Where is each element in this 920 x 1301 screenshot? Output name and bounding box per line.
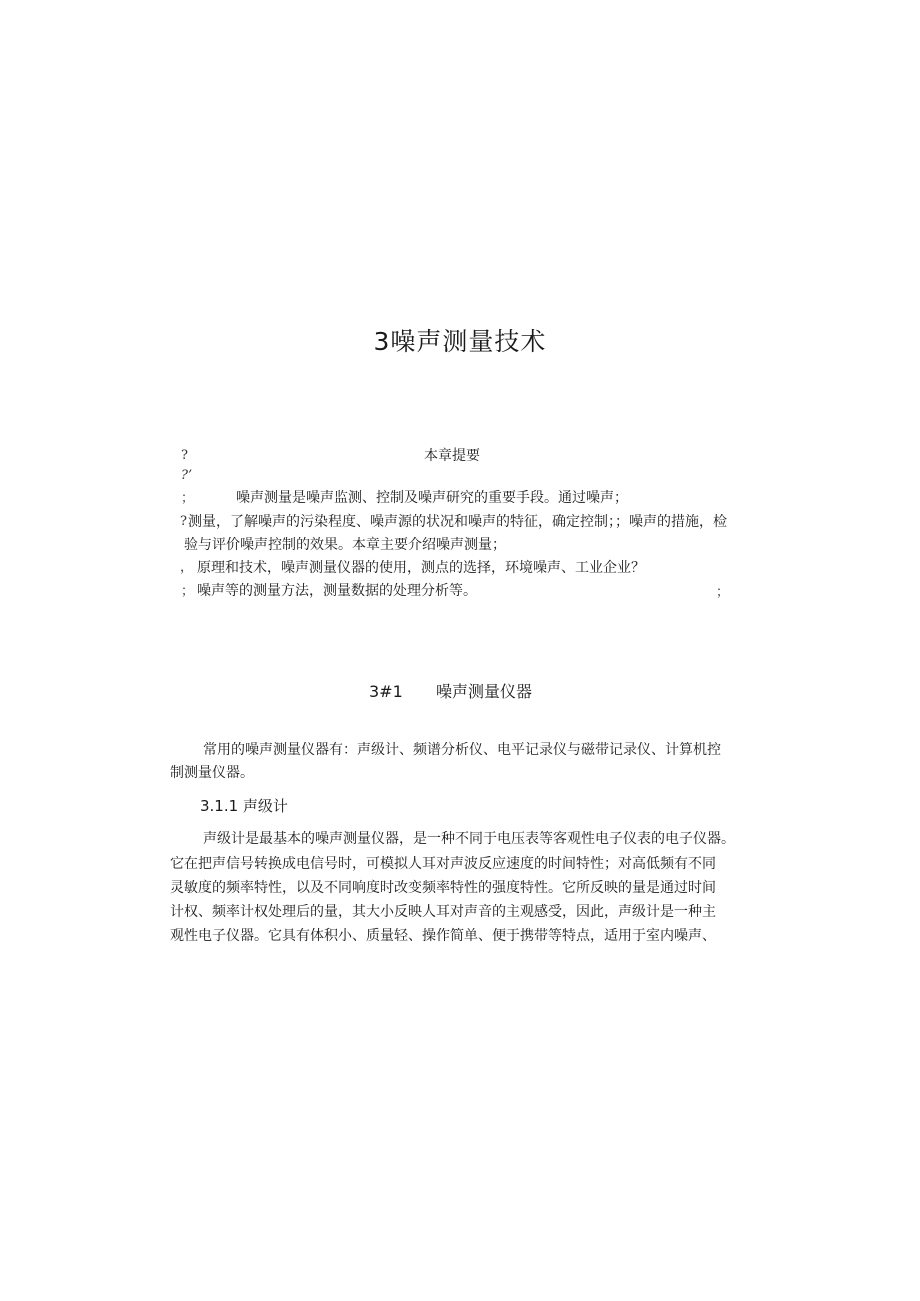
summary-line: 噪声等的测量方法，测量数据的处理分析等。 [197, 583, 477, 599]
paragraph-line: 制测量仪器。 [170, 765, 254, 781]
summary-line: 验与评价噪声控制的效果。本章主要介绍噪声测量； [184, 537, 506, 553]
chapter-title: 3噪声测量技术 [373, 327, 547, 356]
summary-line: 原理和技术，噪声测量仪器的使用，测点的选择，环境噪声、工业企业？ [197, 560, 645, 576]
paragraph-line: 它在把声信号转换成电信号时，可模拟人耳对声波反应速度的时间特性；对高低频有不同 [170, 856, 716, 872]
summary-heading: 本章提要 [424, 448, 480, 464]
summary-mark: ， [180, 560, 194, 575]
summary-mark: ? [181, 448, 188, 463]
section-number: 3#1 [369, 682, 403, 701]
paragraph-line: 灵敏度的频率特性，以及不同响度时改变频率特性的强度特性。它所反映的量是通过时间 [170, 880, 716, 896]
summary-mark: ； [716, 585, 730, 600]
summary-mark: ?’ [181, 468, 193, 483]
paragraph-line: 计权、频率计权处理后的量，其大小反映人耳对声音的主观感受，因此，声级计是一种主 [170, 904, 716, 920]
paragraph-line: 声级计是最基本的噪声测量仪器，是一种不同于电压表等客观性电子仪表的电子仪器。 [203, 831, 735, 847]
paragraph-line: 常用的噪声测量仪器有：声级计、频谱分析仪、电平记录仪与磁带记录仪、计算机控 [203, 742, 721, 758]
summary-mark: ； [181, 491, 195, 506]
summary-line: 噪声测量是噪声监测、控制及噪声研究的重要手段。通过噪声； [236, 490, 628, 506]
summary-mark: ? [180, 514, 187, 529]
summary-mark: ； [181, 584, 195, 599]
section-title: 噪声测量仪器 [436, 682, 533, 701]
subsection-heading: 3.1.1 声级计 [200, 797, 288, 815]
summary-line: 测量，了解噪声的污染程度、噪声源的状况和噪声的特征，确定控制；；噪声的措施，检 [188, 514, 727, 530]
paragraph-line: 观性电子仪器。它具有体积小、质量轻、操作简单、便于携带等特点，适用于室内噪声、 [170, 928, 716, 944]
